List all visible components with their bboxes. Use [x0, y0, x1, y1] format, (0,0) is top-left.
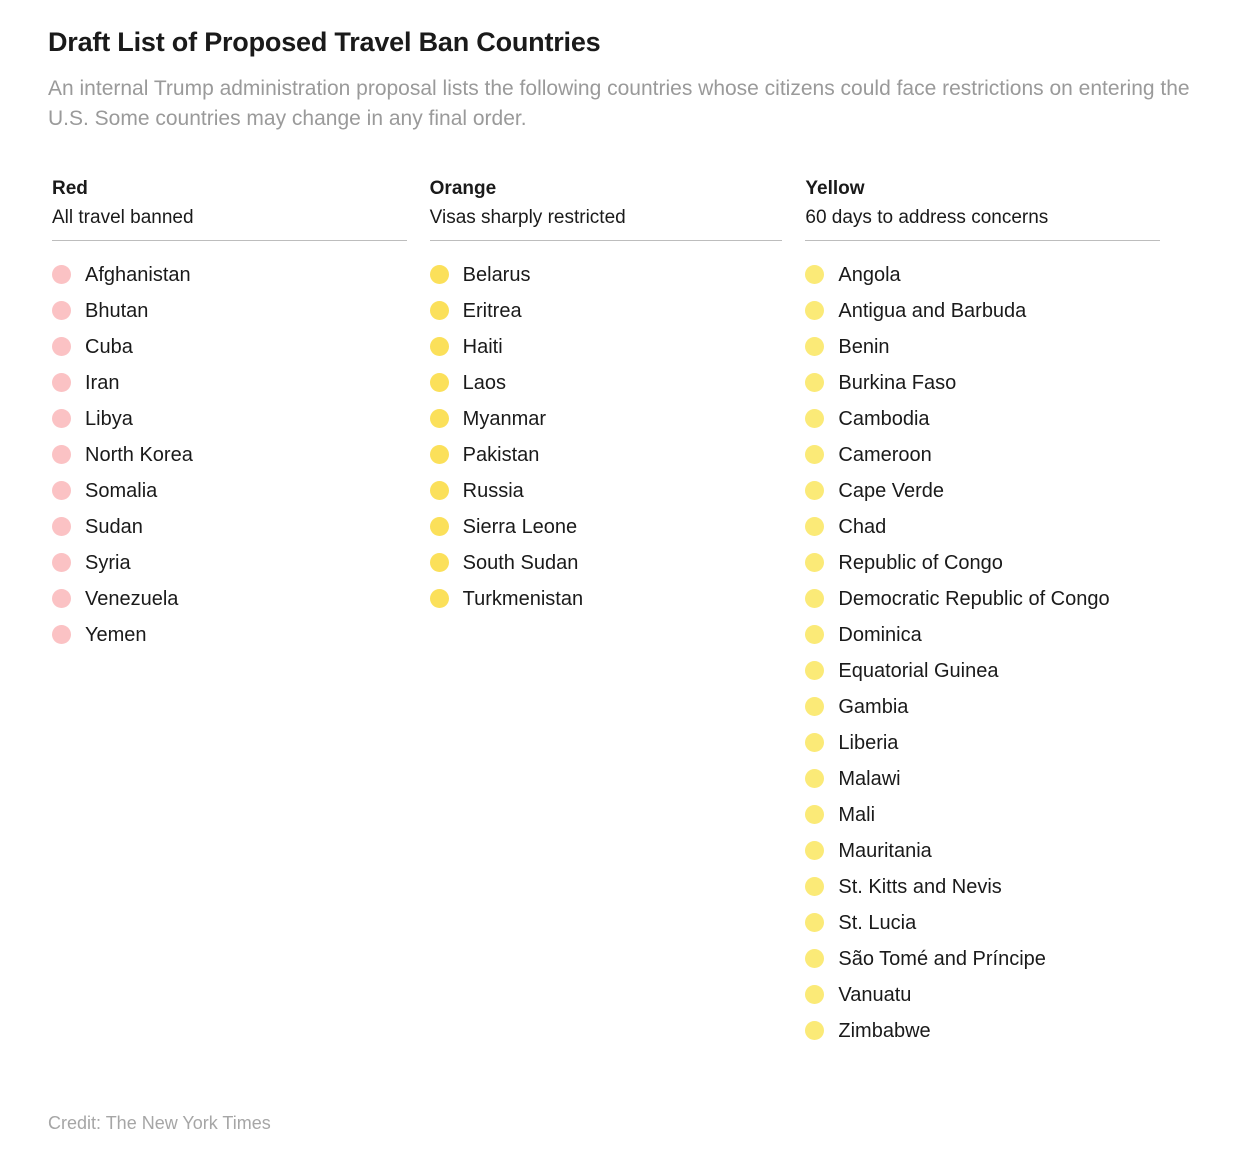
list-item [805, 869, 1210, 905]
country-name: Cuba [85, 335, 133, 358]
country-name: Cape Verde [838, 479, 945, 502]
category-dot-icon [805, 661, 824, 680]
list-item [430, 473, 806, 509]
country-name: Cameroon [838, 443, 932, 466]
category-dot-icon [52, 517, 71, 536]
category-subheading-red: All travel banned [52, 206, 194, 228]
category-dot-icon [52, 553, 71, 572]
list-item [430, 545, 806, 581]
list-item [805, 905, 1210, 941]
category-column-yellow [805, 178, 1210, 1048]
category-dot-icon [430, 337, 449, 356]
list-item [52, 293, 430, 329]
country-name: Cambodia [838, 407, 930, 430]
divider-orange [430, 240, 782, 241]
country-name: São Tomé and Príncipe [838, 947, 1046, 970]
category-dot-icon [805, 1021, 824, 1040]
category-dot-icon [52, 301, 71, 320]
country-list-yellow [805, 257, 1210, 1049]
country-name: Russia [462, 479, 524, 502]
category-dot-icon [805, 625, 824, 644]
country-name: Republic of Congo [838, 551, 1003, 574]
category-dot-icon [805, 949, 824, 968]
category-dot-icon [52, 265, 71, 284]
country-name: Democratic Republic of Congo [838, 587, 1110, 610]
country-name: Libya [85, 407, 133, 430]
country-name: Sierra Leone [462, 515, 578, 538]
country-name: Mali [838, 803, 876, 826]
country-name: Laos [462, 371, 507, 394]
list-item [430, 329, 806, 365]
country-name: St. Lucia [838, 911, 917, 934]
list-item [805, 689, 1210, 725]
category-dot-icon [805, 589, 824, 608]
category-dot-icon [805, 697, 824, 716]
category-dot-icon [805, 265, 824, 284]
category-dot-icon [805, 337, 824, 356]
country-name: Benin [838, 335, 890, 358]
list-item [805, 473, 1210, 509]
country-name: Belarus [462, 263, 531, 286]
category-heading-red: Red [52, 178, 88, 200]
list-item [52, 509, 430, 545]
list-item [430, 257, 806, 293]
list-item [52, 473, 430, 509]
category-dot-icon [430, 517, 449, 536]
divider-red [52, 240, 407, 241]
category-dot-icon [52, 445, 71, 464]
category-dot-icon [52, 409, 71, 428]
list-item [805, 257, 1210, 293]
category-dot-icon [430, 553, 449, 572]
country-name: Afghanistan [85, 263, 191, 286]
credit-line: Credit: The New York Times [48, 1113, 271, 1133]
list-item [805, 437, 1210, 473]
page-subtitle: An internal Trump administration proposal lists the following countries whose citizens could face restrictions on entering the U.S. Some countries may change in any final order. [48, 77, 1190, 131]
country-name: Iran [85, 371, 120, 394]
category-dot-icon [52, 373, 71, 392]
category-dot-icon [805, 409, 824, 428]
category-dot-icon [805, 481, 824, 500]
country-name: Vanuatu [838, 983, 912, 1006]
list-item [805, 653, 1210, 689]
category-dot-icon [52, 589, 71, 608]
list-item [52, 617, 430, 653]
country-name: Eritrea [462, 299, 522, 322]
country-name: Myanmar [462, 407, 547, 430]
list-item [805, 797, 1210, 833]
list-item [52, 329, 430, 365]
list-item [805, 941, 1210, 977]
country-name: Burkina Faso [838, 371, 957, 394]
country-name: Malawi [838, 767, 901, 790]
country-name: Chad [838, 515, 887, 538]
country-name: Bhutan [85, 299, 149, 322]
country-name: Pakistan [462, 443, 540, 466]
list-item [805, 761, 1210, 797]
list-item [805, 545, 1210, 581]
country-name: Equatorial Guinea [838, 659, 999, 682]
list-item [52, 581, 430, 617]
category-dot-icon [430, 445, 449, 464]
list-item [805, 365, 1210, 401]
category-subheading-yellow: 60 days to address concerns [805, 206, 1049, 228]
list-item [805, 293, 1210, 329]
category-subheading-orange: Visas sharply restricted [429, 206, 626, 228]
country-name: Syria [85, 551, 131, 574]
list-item [52, 545, 430, 581]
list-item [430, 401, 806, 437]
country-name: South Sudan [462, 551, 579, 574]
list-item [805, 1013, 1210, 1049]
country-name: Turkmenistan [462, 587, 584, 610]
country-name: Somalia [85, 479, 158, 502]
list-item [430, 365, 806, 401]
country-name: Antigua and Barbuda [838, 299, 1027, 322]
category-heading-yellow: Yellow [805, 178, 865, 200]
country-name: Liberia [838, 731, 899, 754]
category-dot-icon [805, 877, 824, 896]
category-dot-icon [430, 265, 449, 284]
divider-yellow [805, 240, 1160, 241]
category-dot-icon [430, 373, 449, 392]
category-dot-icon [805, 769, 824, 788]
country-name: Dominica [838, 623, 922, 646]
list-item [805, 509, 1210, 545]
country-list-orange [430, 257, 806, 617]
country-list-red [52, 257, 430, 653]
page-title: Draft List of Proposed Travel Ban Countries [48, 27, 601, 57]
category-dot-icon [805, 301, 824, 320]
list-item [805, 401, 1210, 437]
category-dot-icon [52, 625, 71, 644]
category-dot-icon [430, 409, 449, 428]
list-item [805, 725, 1210, 761]
category-dot-icon [805, 733, 824, 752]
country-name: Haiti [462, 335, 503, 358]
list-item [805, 329, 1210, 365]
category-dot-icon [805, 373, 824, 392]
category-heading-orange: Orange [429, 178, 497, 200]
category-dot-icon [805, 841, 824, 860]
category-dot-icon [52, 481, 71, 500]
list-item [52, 257, 430, 293]
category-dot-icon [805, 553, 824, 572]
category-dot-icon [805, 985, 824, 1004]
list-item [52, 365, 430, 401]
list-item [805, 617, 1210, 653]
country-name: North Korea [85, 443, 193, 466]
country-name: Zimbabwe [838, 1019, 931, 1042]
category-columns [48, 178, 1210, 1048]
country-name: Mauritania [838, 839, 932, 862]
country-name: Yemen [85, 623, 147, 646]
category-dot-icon [52, 337, 71, 356]
category-dot-icon [805, 805, 824, 824]
country-name: Angola [838, 263, 901, 286]
list-item [805, 581, 1210, 617]
country-name: St. Kitts and Nevis [838, 875, 1002, 898]
list-item [52, 401, 430, 437]
list-item [430, 437, 806, 473]
list-item [805, 977, 1210, 1013]
country-name: Gambia [838, 695, 909, 718]
category-dot-icon [430, 589, 449, 608]
category-dot-icon [430, 301, 449, 320]
list-item [430, 293, 806, 329]
category-column-orange [430, 178, 806, 616]
category-column-red [48, 178, 430, 652]
category-dot-icon [805, 913, 824, 932]
category-dot-icon [805, 517, 824, 536]
category-dot-icon [805, 445, 824, 464]
country-name: Sudan [85, 515, 143, 538]
country-name: Venezuela [85, 587, 179, 610]
list-item [805, 833, 1210, 869]
list-item [430, 581, 806, 617]
list-item [52, 437, 430, 473]
list-item [430, 509, 806, 545]
category-dot-icon [430, 481, 449, 500]
